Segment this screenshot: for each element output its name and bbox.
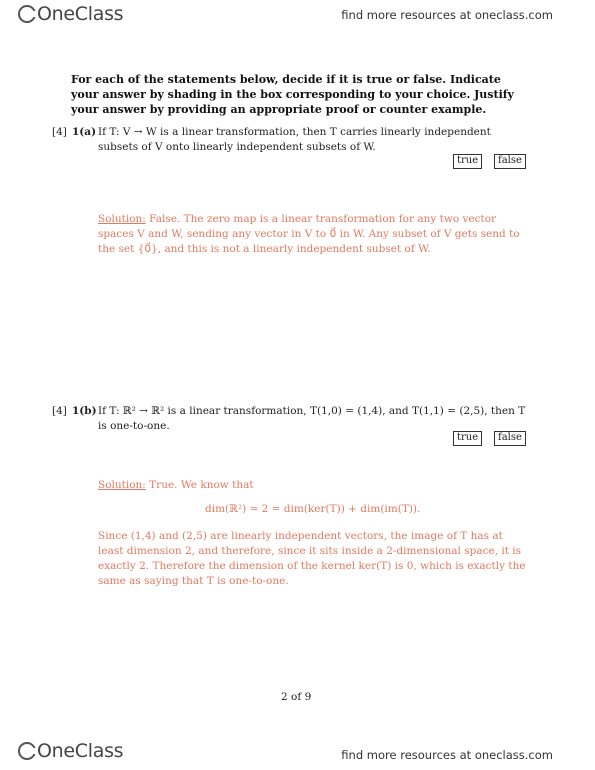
false-box-1b[interactable]: false [494,431,526,446]
label-1a: 1(a) [72,126,97,138]
solution-text-1a: False. The zero map is a linear transformation for any two vector spaces V and W, sending any vector in V to 0⃗ in W. Any subset of V gets send to the set {0⃗}, and this is not a linearly independent subset of W. [98,213,520,255]
solution-label-1b: Solution: [98,479,146,491]
oneclass-o-icon [18,742,36,760]
page-number: 2 of 9 [281,691,312,703]
oneclass-logo-footer[interactable] [18,740,123,762]
question-1a [52,125,532,157]
logo-text: OneClass [37,3,124,25]
false-box-1a[interactable]: false [494,154,526,169]
oneclass-o-icon [18,5,36,23]
marks-1b: [4] [52,405,67,417]
solution-equation-1b: dim(ℝ²) = 2 = dim(ker(T)) + dim(im(T)). [205,503,421,515]
true-box-1a[interactable]: true [453,154,482,169]
instructions: For each of the statements below, decide if it is true or false. Indicate your answer by shading in the box corresponding to your choice. Justify your answer by providing an appropriate proof or counter example. [71,73,514,116]
solution-text-1b: True. We know that [145,479,254,491]
solution-label-1a: Solution: [98,213,146,225]
question-1a-text: If T: V → W is a linear transformation, then T carries linearly independent subsets of V onto linearly independent subsets of W. [98,126,491,153]
oneclass-logo[interactable] [18,3,123,25]
solution-text2-1b: Since (1,4) and (2,5) are linearly independent vectors, the image of T has at least dimension 2, and therefore, since it sits inside a 2-dimensional space, it is exactly 2. Therefore the dimension of the kernel ker(T) is 0, which is exactly the same as saying that T is one-to-one. [98,530,526,587]
logo-text: OneClass [37,740,124,762]
solution-1a [98,212,526,257]
footer-link[interactable]: find more resources at oneclass.com [341,748,553,762]
true-box-1b[interactable]: true [453,431,482,446]
marks-1a: [4] [52,126,67,138]
label-1b: 1(b) [72,405,97,417]
question-1b-text: If T: ℝ² → ℝ² is a linear transformation, T(1,0) = (1,4), and T(1,1) = (2,5), then T is one-to-one. [98,405,526,432]
solution-1b [98,478,526,493]
header-link[interactable]: find more resources at oneclass.com [341,8,553,22]
